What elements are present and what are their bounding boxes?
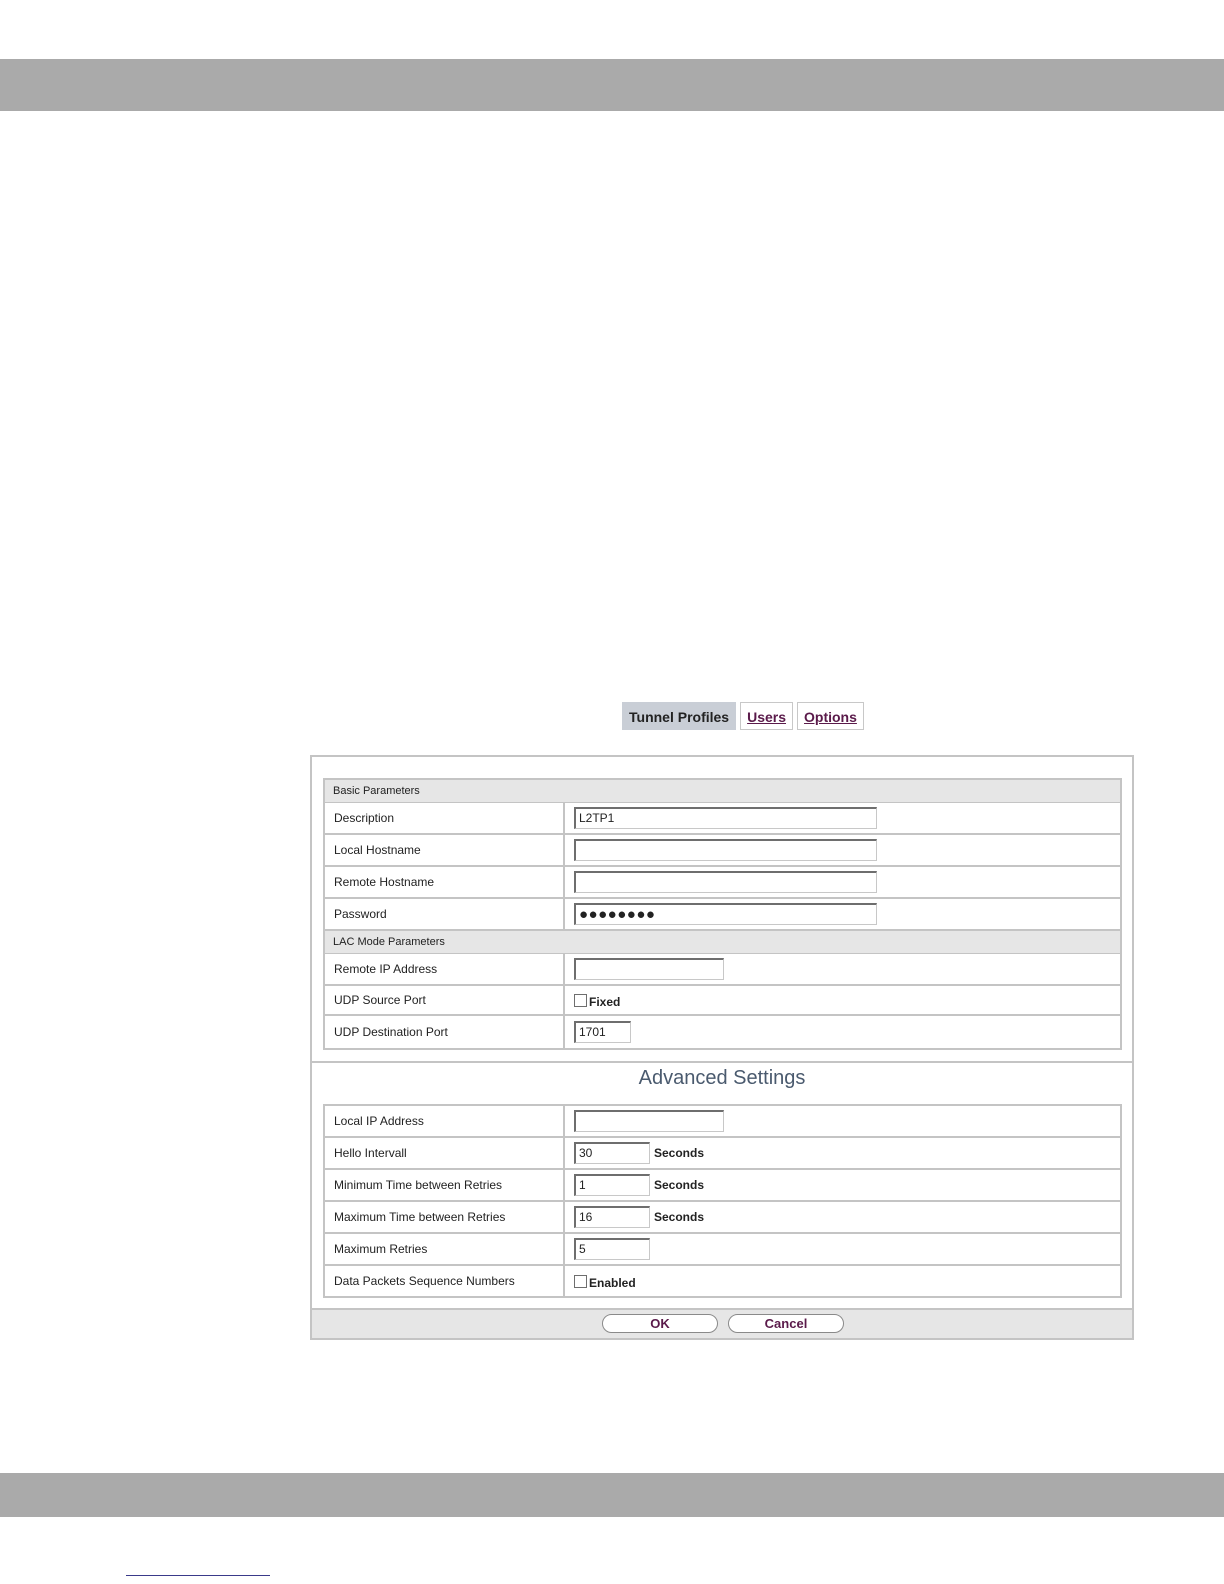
min-retry-unit: Seconds [654,1178,705,1192]
section-header-lac: LAC Mode Parameters [325,931,1120,954]
local-hostname-input[interactable] [574,839,877,861]
basic-group [323,778,1122,1050]
section-header-basic: Basic Parameters [325,780,1120,803]
max-retries-label: Maximum Retries [325,1234,565,1264]
max-retry-input[interactable]: 16 [574,1206,650,1228]
advanced-group [323,1104,1122,1298]
remote-ip-input[interactable] [574,958,724,980]
row-seq-numbers [325,1266,1120,1296]
row-local-ip [325,1106,1120,1138]
tab-tunnel-profiles[interactable]: Tunnel Profiles [622,702,736,730]
footer-link-underline [126,1575,270,1576]
cancel-button[interactable]: Cancel [728,1314,844,1333]
tab-bar [622,702,864,730]
row-local-hostname [325,835,1120,867]
footer-band [0,1473,1224,1517]
hello-interval-label: Hello Intervall [325,1138,565,1168]
seq-numbers-label: Data Packets Sequence Numbers [325,1266,565,1296]
enabled-checkbox-label: Enabled [589,1276,636,1290]
remote-ip-label: Remote IP Address [325,954,565,984]
row-min-retry [325,1170,1120,1202]
row-description [325,803,1120,835]
password-input[interactable]: ●●●●●●●● [574,903,877,925]
tab-options[interactable]: Options [797,702,864,730]
udp-source-port-label: UDP Source Port [325,986,565,1014]
local-ip-label: Local IP Address [325,1106,565,1136]
local-ip-input[interactable] [574,1110,724,1132]
description-input[interactable]: L2TP1 [574,807,877,829]
hello-interval-input[interactable]: 30 [574,1142,650,1164]
max-retry-unit: Seconds [654,1210,705,1224]
tab-users[interactable]: Users [740,702,793,730]
row-udp-source-port [325,986,1120,1016]
settings-panel [310,755,1134,1340]
udp-dest-port-input[interactable]: 1701 [574,1021,631,1043]
min-retry-label: Minimum Time between Retries [325,1170,565,1200]
max-retry-label: Maximum Time between Retries [325,1202,565,1232]
row-hello-interval [325,1138,1120,1170]
row-remote-hostname [325,867,1120,899]
advanced-divider [312,1061,1132,1063]
description-label: Description [325,803,565,833]
remote-hostname-input[interactable] [574,871,877,893]
min-retry-input[interactable]: 1 [574,1174,650,1196]
header-bar [0,59,1224,111]
button-bar [312,1308,1132,1338]
hello-interval-unit: Seconds [654,1146,705,1160]
fixed-checkbox-label: Fixed [589,995,621,1009]
remote-hostname-label: Remote Hostname [325,867,565,897]
enabled-checkbox[interactable] [574,1275,587,1288]
row-max-retries [325,1234,1120,1266]
udp-dest-port-label: UDP Destination Port [325,1016,565,1048]
row-udp-dest-port [325,1016,1120,1048]
row-max-retry [325,1202,1120,1234]
row-remote-ip [325,954,1120,986]
ok-button[interactable]: OK [602,1314,718,1333]
row-password [325,899,1120,931]
max-retries-input[interactable]: 5 [574,1238,650,1260]
password-label: Password [325,899,565,929]
advanced-settings-title: Advanced Settings [638,1067,806,1089]
local-hostname-label: Local Hostname [325,835,565,865]
fixed-checkbox[interactable] [574,994,587,1007]
